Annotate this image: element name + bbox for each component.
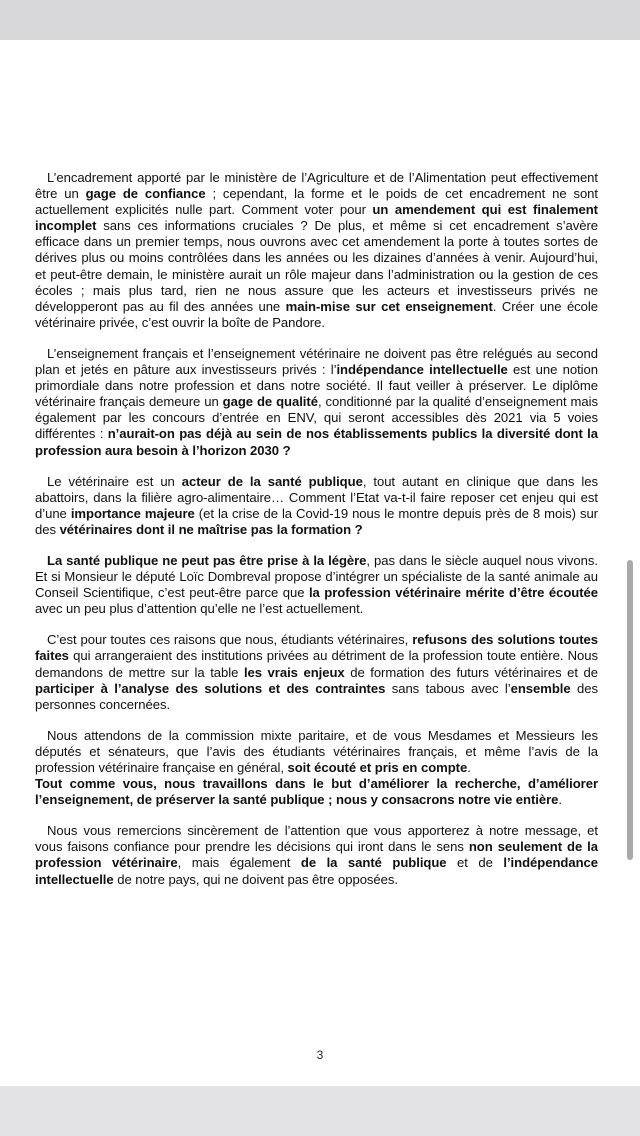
bold-text: n’aurait-on pas déjà au sein de nos établissements publics la diversité dont la profession aura besoin à l’horizon 2030 ?: [35, 426, 599, 458]
paragraph: [35, 823, 598, 887]
text-run: Nous attendons de la commission mixte paritaire, et de vous Mesdames et Messieurs les députés et sénateurs, que l’avis des étudiants vétérinaires français, et même l’avis de la profession vétérinaire française en général,: [35, 727, 598, 775]
paragraph: [35, 632, 598, 712]
bold-text: ensemble: [510, 680, 571, 696]
text-run: .: [467, 760, 471, 775]
page-number: 3: [316, 1048, 324, 1062]
text-run: C’est pour toutes ces raisons que nous, étudiants vétérinaires,: [47, 632, 413, 648]
bold-text: Tout comme vous, nous travaillons dans le but d’améliorer la recherche, d’améliorer l’enseignement, de préserver la santé publique ; nous y consacrons notre vie entière: [35, 776, 598, 808]
bold-text: la profession vétérinaire mérite d’être écoutée: [308, 585, 599, 601]
bold-text: gage de qualité: [222, 394, 318, 410]
text-run: sans ces informations cruciales ? De plus, et même si cet encadrement s’avère efficace dans un premier temps, nous ouvrons avec cet amendement la porte à toutes sortes de dérives plus ou moins contrôlées dans les années ou les dizaines d’années à venir. Aujourd’hui, et peut-être demain, le ministère aurait un rôle majeur dans l’administration ou la gestion de ces écoles ; mais plus tard, rien ne nous assure que les acteurs et investisseurs privés ne développeront pas au fil des années une: [35, 218, 598, 314]
bold-text: refusons des solutions toutes faites: [35, 632, 598, 664]
bold-text: un amendement qui est finalement incomplet: [35, 202, 598, 234]
text-run: (et la crise de la Covid-19 nous le montre depuis près de 8 mois) sur des: [35, 505, 598, 537]
text-run: L’enseignement français et l’enseignement vétérinaire ne doivent pas être relégués au second plan et jetés en pâture aux investisseurs privés : l’: [35, 345, 598, 378]
bold-text: non seulement de la profession vétérinaire: [35, 839, 598, 871]
text-run: , tout autant en clinique que dans les abattoirs, dans la filière agro-alimentaire… Comment l’Etat va-t-il faire reposer cet enjeu qui est d’une: [35, 473, 598, 521]
bold-text: La santé publique ne peut pas être prise à la légère: [47, 552, 367, 568]
document-page: [0, 40, 640, 1086]
text-run: est une notion primordiale dans notre profession et dans notre société. Il faut veiller à préserver. Le diplôme vétérinaire français demeure un: [35, 362, 598, 410]
bold-text: acteur de la santé publique: [181, 473, 363, 489]
text-run: Le vétérinaire est un: [47, 473, 182, 489]
bold-text: participer à l’analyse des solutions et des contraintes: [35, 680, 386, 696]
text-run: ; cependant, la forme et le poids de cet encadrement ne sont actuellement explicités nulle part. Comment voter pour: [35, 186, 598, 218]
bold-text: indépendance intellectuelle: [336, 362, 508, 378]
paragraph: [35, 553, 598, 617]
text-run: des personnes concernées.: [35, 680, 598, 712]
bold-text: vétérinaires dont il ne maîtrise pas la formation ?: [59, 521, 363, 537]
bold-text: gage de confiance: [85, 186, 206, 202]
text-run: sans tabous avec l’: [385, 680, 511, 696]
text-run: et de: [446, 855, 504, 871]
text-run: L’encadrement apporté par le ministère de l’Agriculture et de l’Alimentation peut effectivement être un: [35, 170, 598, 202]
text-run: qui arrangeraient des institutions privées au détriment de la profession toute entière. Nous demandons de mettre sur la table: [35, 648, 598, 680]
bold-text: les vrais enjeux: [243, 664, 345, 680]
scrollbar-thumb[interactable]: [627, 560, 633, 860]
viewer-bottom-bar: [0, 1086, 640, 1136]
document-body: [35, 170, 598, 903]
text-run: Nous vous remercions sincèrement de l’attention que vous apporterez à notre message, et vous faisons confiance pour prendre les décisions qui iront dans le sens: [35, 823, 598, 855]
paragraph: [35, 728, 598, 808]
text-run: , mais également: [177, 855, 301, 871]
bold-text: de la santé publique: [300, 855, 447, 871]
text-run: , pas dans le siècle auquel nous vivons. Et si Monsieur le député Loïc Dombreval propose d’intégrer un spécialiste de la santé animale au Conseil Scientifique, c’est peut-être parce que: [35, 552, 598, 601]
bold-text: soit écouté et pris en compte: [287, 760, 468, 775]
viewer-top-bar: [0, 0, 640, 40]
paragraph: [35, 170, 598, 331]
text-run: .: [558, 792, 562, 808]
text-run: de notre pays, qui ne doivent pas être opposées.: [113, 871, 398, 887]
paragraph: [35, 346, 598, 459]
bold-text: importance majeure: [70, 505, 195, 521]
text-run: , conditionné par la qualité d’enseignement mais également par les concours d’entrée en ENV, qui seront accessibles dès 2021 via 5 voies différentes :: [35, 394, 598, 442]
bold-text: l’indépendance intellectuelle: [35, 855, 598, 887]
text-run: . Créer une école vétérinaire privée, c’est ouvrir la boîte de Pandore.: [35, 298, 598, 330]
paragraph: [35, 474, 598, 538]
bold-text: main-mise sur cet enseignement: [285, 298, 493, 314]
text-run: avec un peu plus d’attention qu’elle ne l’est actuellement.: [35, 601, 364, 617]
text-run: de formation des futurs vétérinaires et de: [344, 664, 598, 680]
